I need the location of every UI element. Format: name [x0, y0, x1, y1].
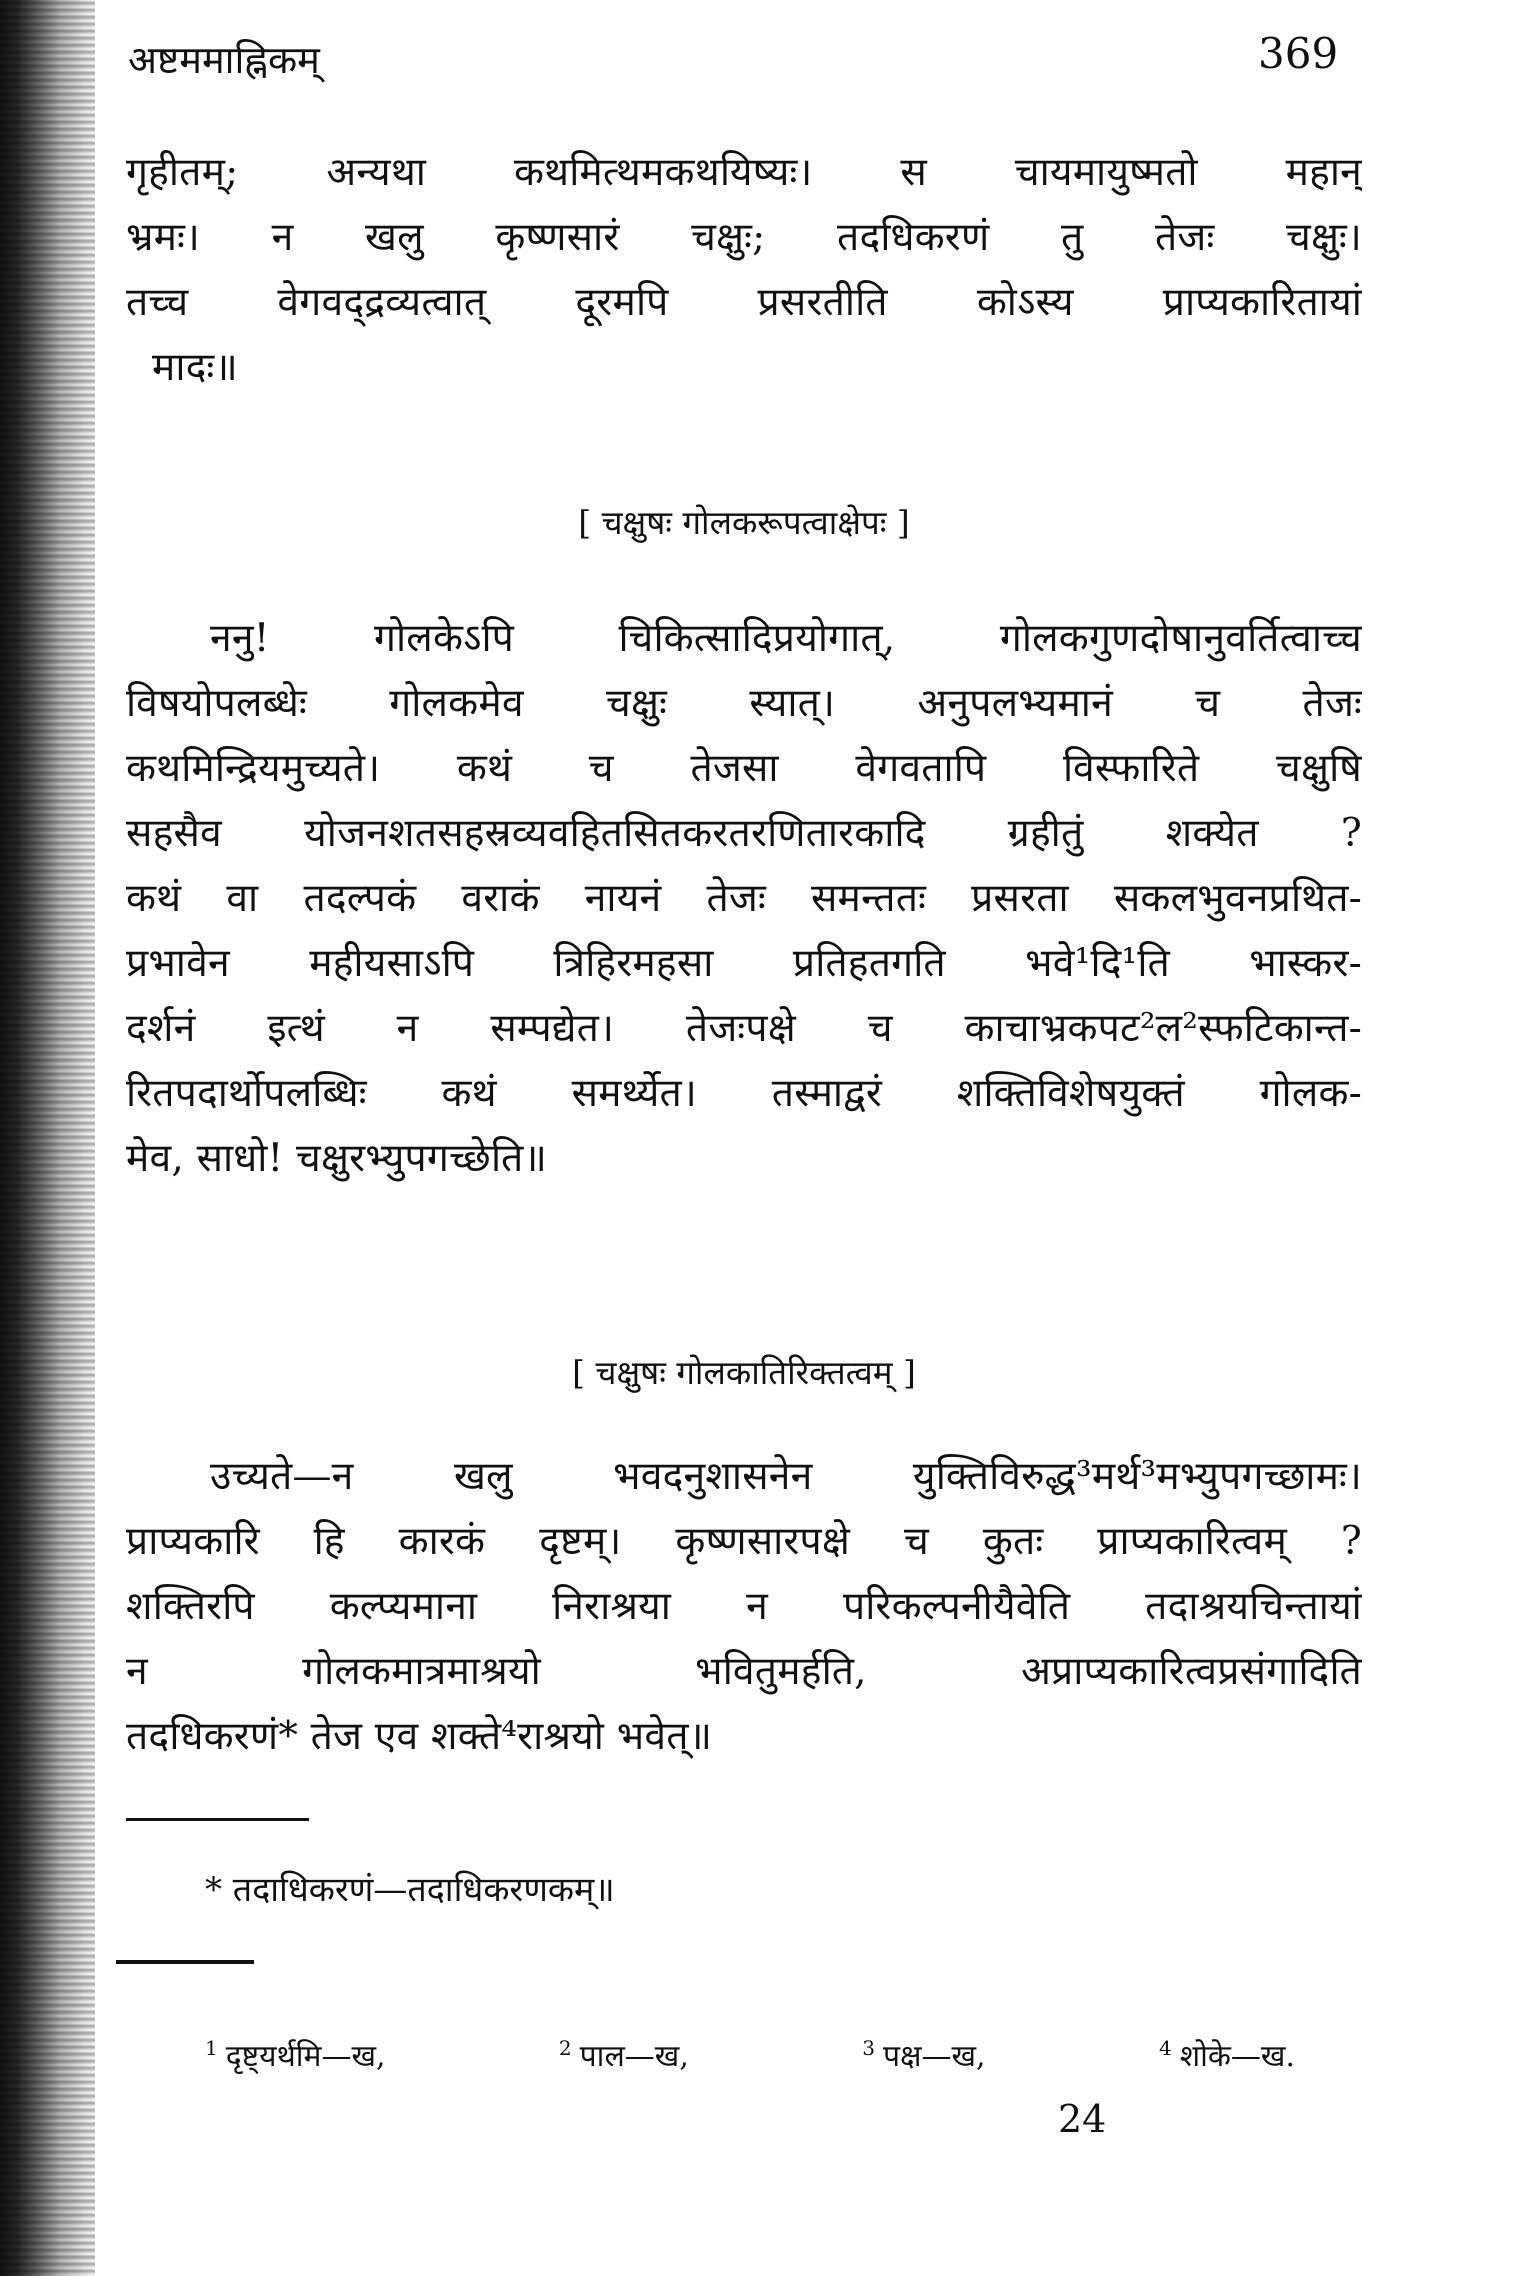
text-line: न गोलकमात्रमाश्रयो भवितुमर्हति, अप्राप्यकारित्वप्रसंगादिति	[126, 1649, 1362, 1694]
text-line: तदधिकरणं* तेज एव शक्ते⁴राश्रयो भवेत्॥	[126, 1714, 713, 1759]
text-line: कथं वा तदल्पकं वराकं नायनं तेजः समन्ततः प्रसरता सकलभुवनप्रथित-	[126, 876, 1362, 921]
variant-text: शोके—ख.	[1179, 2039, 1295, 2074]
text-line: कथमिन्द्रियमुच्यते। कथं च तेजसा वेगवतापि विस्फारिते चक्षुषि	[126, 746, 1362, 791]
variant-number: 2	[558, 2036, 572, 2060]
section-heading-1: [ चक्षुषः गोलकरूपत्वाक्षेपः ]	[578, 503, 910, 542]
text-line: गृहीतम्; अन्यथा कथमित्थमकथयिष्यः। स चायमायुष्मतो महान्	[126, 150, 1362, 195]
signature-mark: 24	[1058, 2097, 1107, 2141]
text-line: रितपदार्थोपलब्धिः कथं समर्थ्येत। तस्माद्वरं शक्तिविशेषयुक्तं गोलक-	[126, 1071, 1362, 1116]
variant-number: 1	[205, 2036, 218, 2060]
footnote-rule-upper	[126, 1818, 309, 1821]
variant-number: 4	[1158, 2036, 1172, 2060]
section-heading-2: [ चक्षुषः गोलकातिरिक्तत्वम् ]	[572, 1353, 916, 1392]
text-line: तच्च वेगवद्द्रव्यत्वात् दूरमपि प्रसरतीति कोऽस्य प्राप्यकारितायां	[126, 280, 1362, 325]
text-line: दर्शनं इत्थं न सम्पद्येत। तेजःपक्षे च काचाभ्रकपट²ल²स्फटिकान्त-	[126, 1006, 1362, 1051]
paragraph-3	[126, 1444, 1362, 1769]
paragraph-1	[126, 140, 1362, 400]
text-line: सहसैव योजनशतसहस्रव्यवहितसितकरतरणितारकादि ग्रहीतुं शक्येत ?	[126, 811, 1362, 856]
text-line: विषयोपलब्धेः गोलकमेव चक्षुः स्यात्। अनुपलभ्यमानं च तेजः	[126, 681, 1362, 726]
text-line: मेव, साधो! चक्षुरभ्युपगच्छेति॥	[126, 1136, 548, 1181]
variant-text: दृष्ट्यर्थमि—ख,	[225, 2039, 386, 2074]
page-number: 369	[1258, 29, 1339, 78]
running-title: अष्टममाह्निकम्	[128, 38, 320, 82]
text-line: प्रभावेन महीयसाऽपि त्रिहिरमहसा प्रतिहतगति भवे¹दि¹ति भास्कर-	[126, 941, 1362, 986]
text-line: ननु! गोलकेऽपि चिकित्सादिप्रयोगात्, गोलकगुणदोषानुवर्तित्वाच्च	[210, 616, 1362, 661]
text-line: उच्यते—न खलु भवदनुशासनेन युक्तिविरुद्ध³मर्थ³मभ्युपगच्छामः।	[210, 1454, 1362, 1499]
scanned-binding-edge	[0, 0, 95, 2276]
variant-text: पक्ष—ख,	[882, 2039, 986, 2074]
variant-reading	[559, 2025, 689, 2080]
text-line: शक्तिरपि कल्प्यमाना निराश्रया न परिकल्पनीयैवेति तदाश्रयचिन्तायां	[126, 1584, 1362, 1629]
footnote-star: * तदाधिकरणं—तदाधिकरणकम्॥	[205, 1870, 615, 1910]
text-line: प्राप्यकारि हि कारकं दृष्टम्। कृष्णसारपक्षे च कुतः प्राप्यकारित्वम् ?	[126, 1519, 1362, 1564]
variant-readings	[205, 2025, 1295, 2080]
variant-reading	[205, 2025, 386, 2080]
variant-number: 3	[862, 2036, 875, 2060]
variant-reading	[862, 2025, 985, 2080]
text-line: मादः॥	[152, 345, 238, 390]
paragraph-2	[126, 606, 1362, 1191]
footnote-rule-lower	[116, 1960, 254, 1964]
variant-text: पाल—ख,	[579, 2039, 689, 2074]
text-line: भ्रमः। न खलु कृष्णसारं चक्षुः; तदधिकरणं तु तेजः चक्षुः।	[126, 215, 1362, 260]
variant-reading	[1159, 2025, 1295, 2080]
